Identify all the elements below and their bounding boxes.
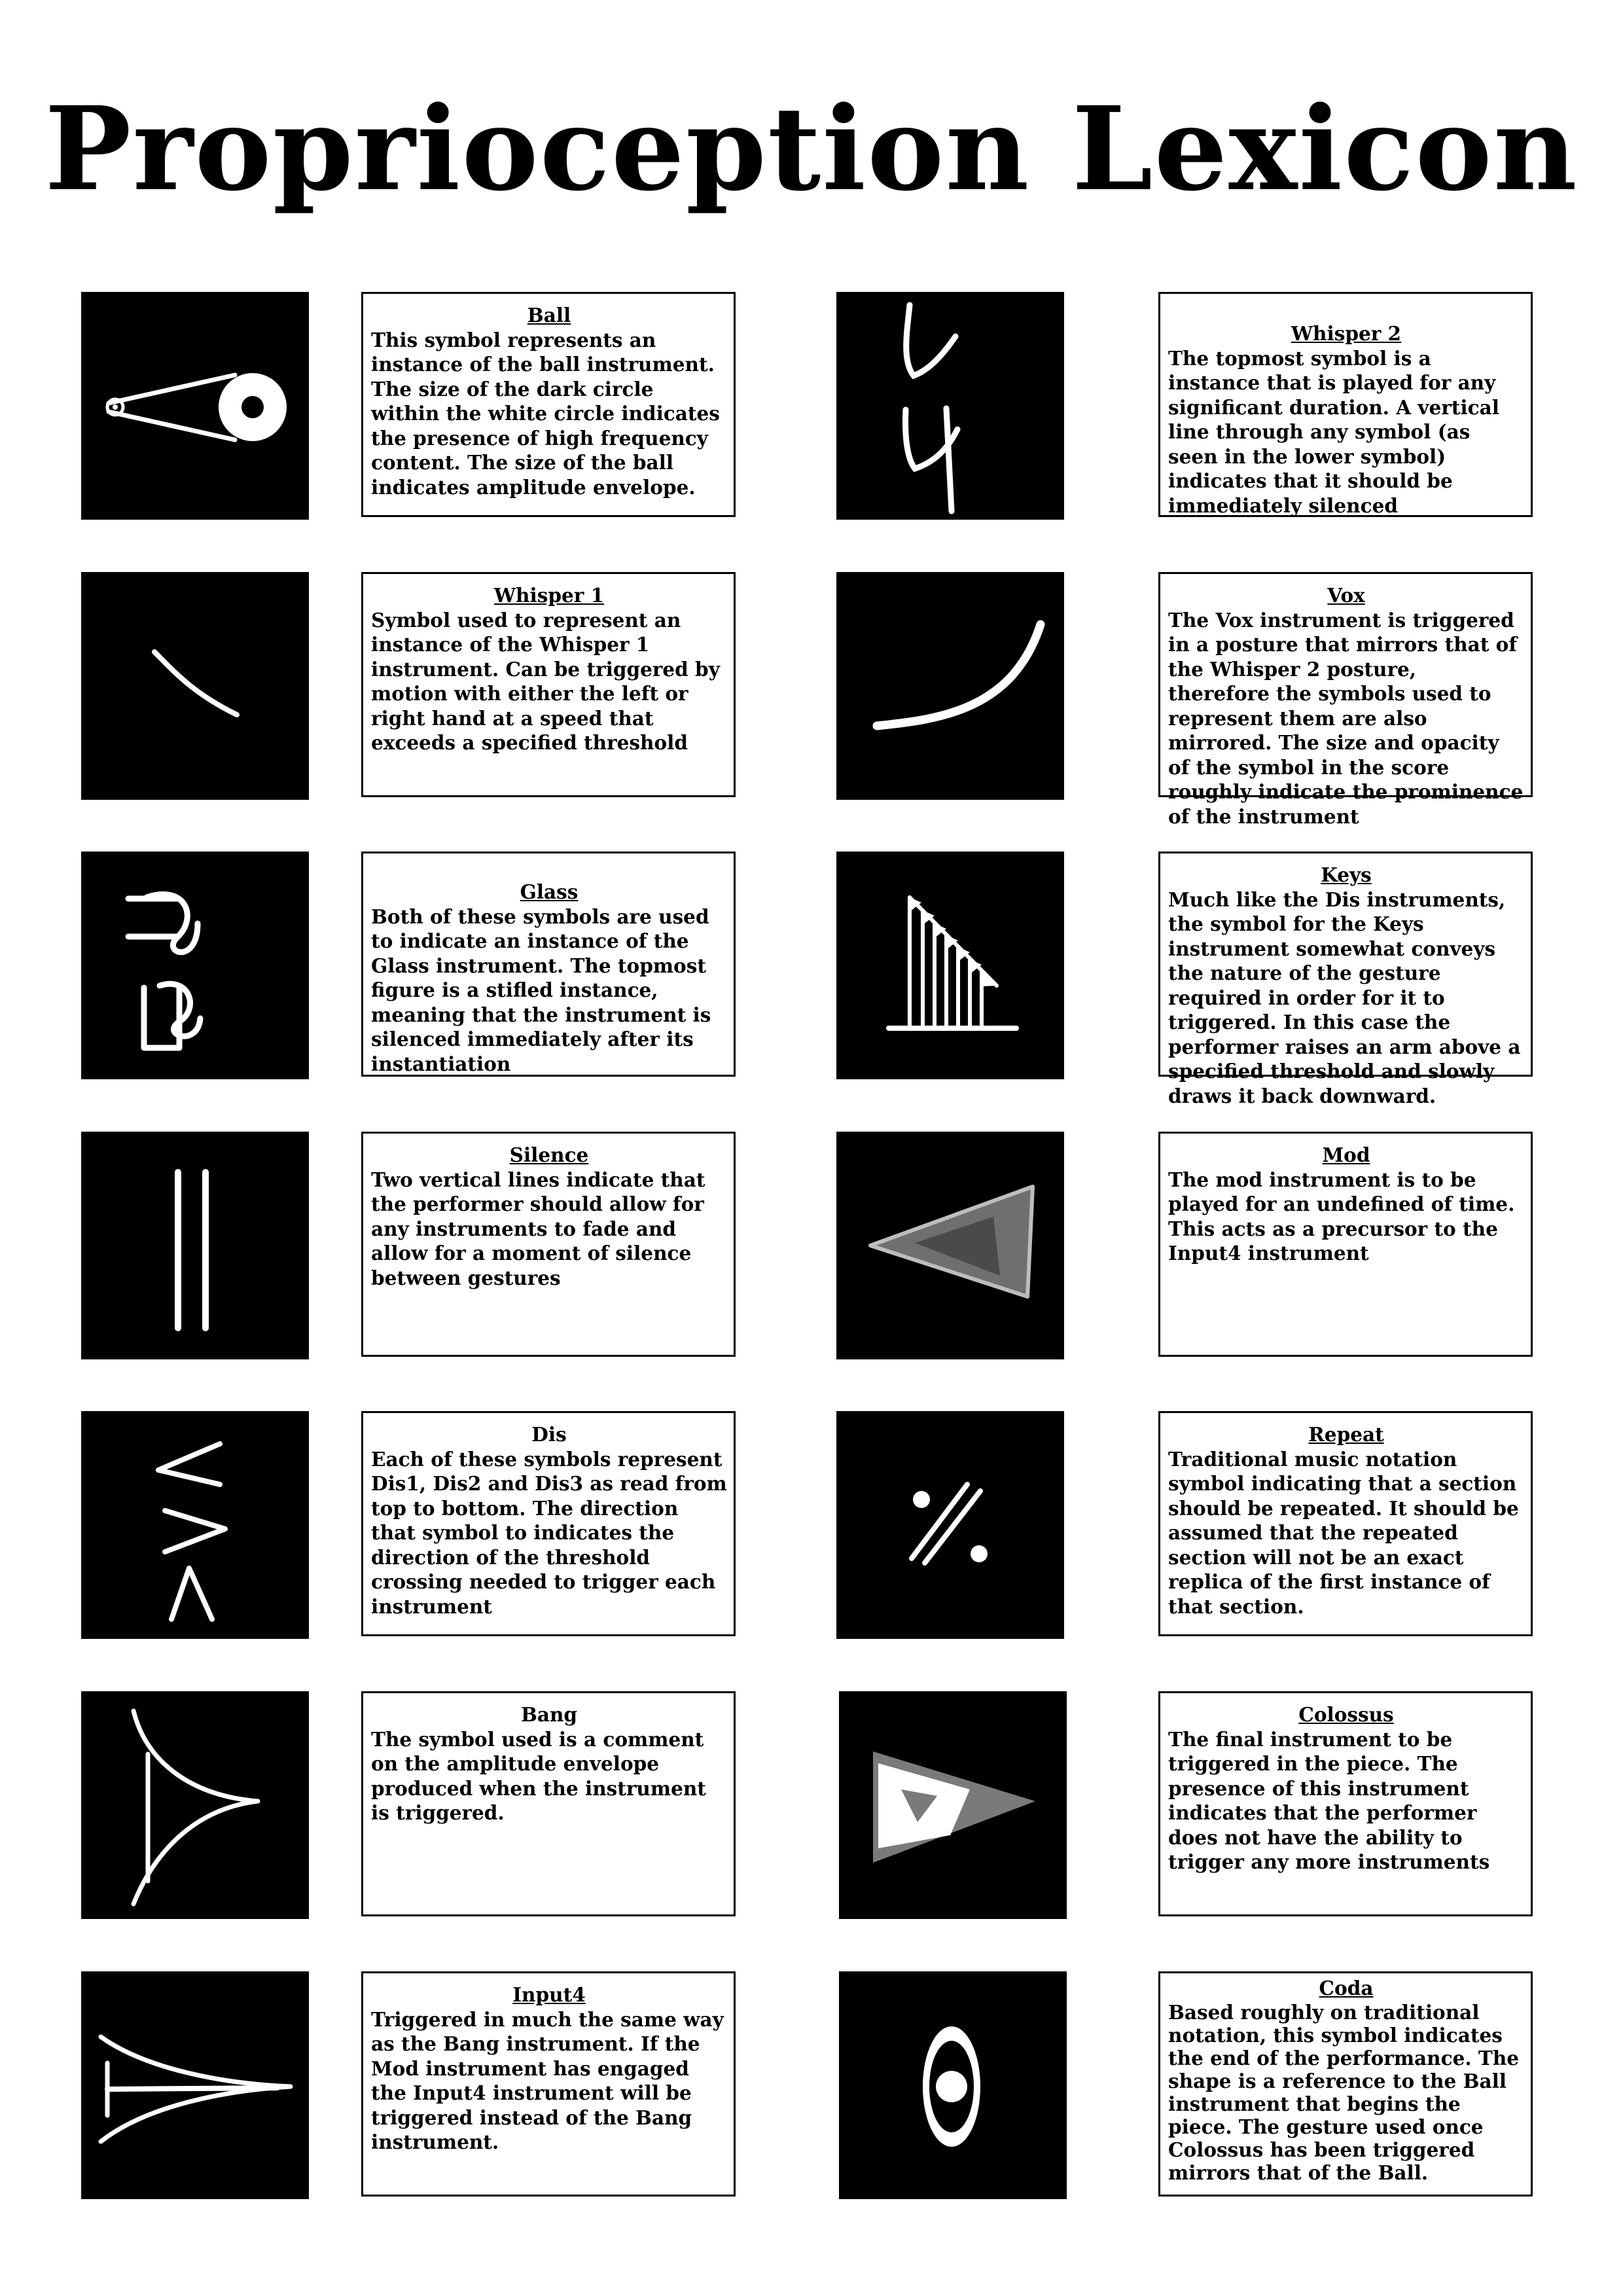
- page-title: Proprioception Lexicon: [45, 81, 1578, 217]
- entry-description: Traditional music notation symbol indicating that a section should be repeated. It should be assumed that the repeated section will not be an exact replica of the first instance of that section.: [1168, 1447, 1519, 1618]
- entry-description: The topmost symbol is a instance that is played for any significant duration. A vertical line through any symbol (as seen in the lower symbol) indicates that it should be immediately silenced: [1168, 346, 1499, 517]
- glass-text-box: [361, 852, 736, 1077]
- keys-text-box: [1158, 852, 1533, 1107]
- entry-title: Input4: [512, 1983, 586, 2006]
- colossus-symbol-icon: [839, 1691, 1067, 1919]
- coda-text-box: [1158, 1971, 1533, 2197]
- keys-symbol-icon: [836, 852, 1064, 1079]
- entry-title: Glass: [520, 880, 579, 903]
- bang-symbol-icon: [81, 1691, 309, 1919]
- dis-text-box: [361, 1411, 736, 1636]
- colossus-text-box: [1158, 1691, 1533, 1916]
- repeat-symbol-icon: [836, 1411, 1064, 1639]
- entry-description: Two vertical lines indicate that the performer should allow for any instruments to fade and allow for a moment of silence between gestures: [371, 1168, 705, 1289]
- entry-description: Based roughly on traditional notation, this symbol indicates the end of the performance. The shape is a reference to the Ball instrument that begins the piece. The gesture used once Colossus has been triggered mirrors that of the Ball.: [1168, 2000, 1520, 2184]
- entry-title: Ball: [527, 304, 571, 327]
- entry-description: The mod instrument is to be played for an undefined of time. This acts as a precursor to the Input4 instrument: [1168, 1168, 1515, 1265]
- entry-description: Both of these symbols are used to indicate an instance of the Glass instrument. The topmost figure is a stifled instance, meaning that the instrument is silenced immediately after its instantiation: [371, 905, 711, 1075]
- entry-title: Mod: [1322, 1143, 1370, 1166]
- repeat-text-box: [1158, 1411, 1533, 1636]
- entry-title: Vox: [1327, 584, 1365, 607]
- entry-title: Keys: [1321, 863, 1372, 886]
- entry-title: Repeat: [1308, 1423, 1384, 1446]
- mod-symbol-icon: [836, 1132, 1064, 1359]
- ball-symbol-icon: [81, 292, 309, 520]
- silence-text-box: [361, 1132, 736, 1357]
- mod-text-box: [1158, 1132, 1533, 1357]
- glass-symbol-icon: [81, 852, 309, 1079]
- entry-title: Whisper 1: [493, 584, 605, 607]
- bang-text-box: [361, 1691, 736, 1916]
- whisper-1-text-box: [361, 572, 736, 797]
- dis-symbol-icon: [81, 1411, 309, 1639]
- input4-text-box: [361, 1971, 736, 2197]
- entry-description: Each of these symbols represent Dis1, Dis2 and Dis3 as read from top to bottom. The direction that symbol to indicates the direction of the threshold crossing needed to trigger each instrument: [371, 1447, 727, 1618]
- whisper-2-text-box: [1158, 292, 1533, 517]
- entry-title: Dis: [531, 1423, 567, 1446]
- entry-title: Silence: [509, 1143, 589, 1166]
- vox-symbol-icon: [836, 572, 1064, 800]
- entry-description: Triggered in much the same way as the Bang instrument. If the Mod instrument has engaged the Input4 instrument will be triggered instead of the Bang instrument.: [371, 2007, 724, 2153]
- ball-text-box: [361, 292, 736, 517]
- entry-title: Coda: [1319, 1977, 1374, 2000]
- entry-description: The symbol used is a comment on the amplitude envelope produced when the instrument is triggered.: [371, 1727, 706, 1824]
- whisper-2-symbol-icon: [836, 292, 1064, 520]
- entry-title: Colossus: [1298, 1703, 1394, 1726]
- coda-symbol-icon: [839, 1971, 1067, 2199]
- whisper-1-symbol-icon: [81, 572, 309, 800]
- entry-description: The Vox instrument is triggered in a posture that mirrors that of the Whisper 2 posture, therefore the symbols used to represent them are also mirrored. The size and opacity of the symbol in the score roughly indicate the prominence of the instrument: [1168, 608, 1524, 828]
- vox-text-box: [1158, 572, 1533, 828]
- entry-title: Whisper 2: [1291, 322, 1402, 345]
- entry-description: The final instrument to be triggered in the piece. The presence of this instrument indicates that the performer does not have the ability to trigger any more instruments: [1168, 1727, 1490, 1873]
- entry-description: Much like the Dis instruments, the symbol for the Keys instrument somewhat conveys the nature of the gesture required in order for it to triggered. In this case the performer raises an arm above a specified threshold and slowly draws it back downward.: [1168, 888, 1521, 1107]
- silence-symbol-icon: [81, 1132, 309, 1359]
- entry-description: This symbol represents an instance of the ball instrument. The size of the dark circle within the white circle indicates the presence of high frequency content. The size of the ball indicates amplitude envelope.: [371, 328, 720, 499]
- entry-title: Bang: [520, 1703, 578, 1726]
- input4-symbol-icon: [81, 1971, 309, 2199]
- entry-description: Symbol used to represent an instance of the Whisper 1 instrument. Can be triggered by motion with either the left or right hand at a speed that exceeds a specified threshold: [371, 608, 720, 754]
